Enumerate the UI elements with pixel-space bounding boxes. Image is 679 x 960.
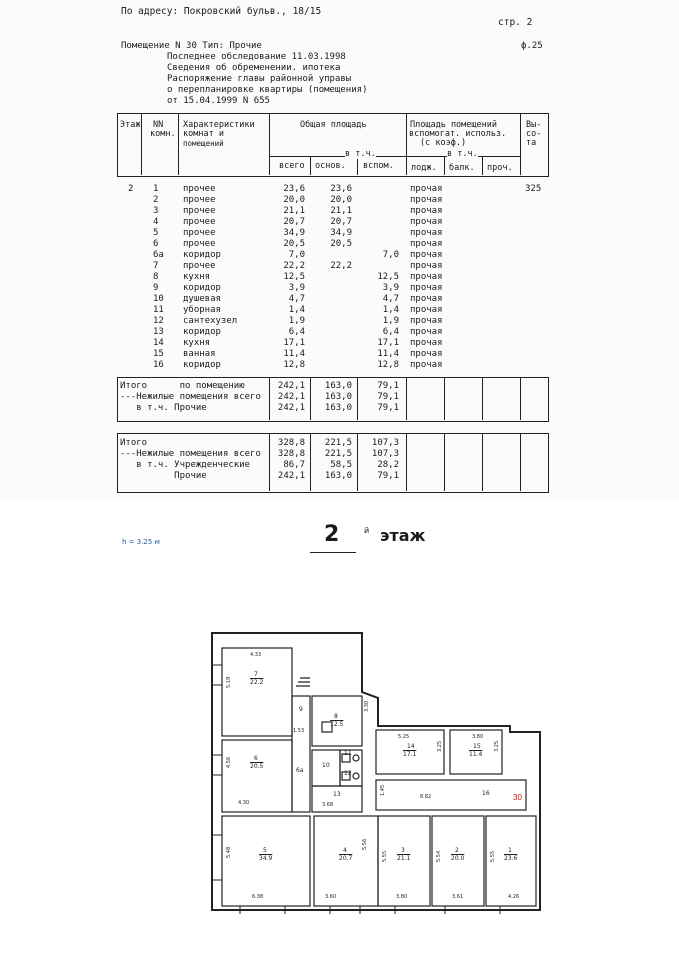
room-number-label: 5 (263, 847, 267, 854)
dimension-label: 1.45 (380, 784, 386, 796)
dimension-label: 4.30 (238, 800, 250, 806)
cell-nn: 11 (153, 305, 164, 315)
cell-name: ванная (183, 349, 216, 359)
cell-use: прочая (410, 184, 443, 194)
cell-use: прочая (410, 294, 443, 304)
cell-name: кухня (183, 272, 211, 282)
cell-name: прочее (183, 228, 216, 238)
small-room-label: 16 (482, 790, 490, 797)
cell-all: 20,5 (283, 239, 305, 249)
table-row (117, 305, 547, 316)
cell-all: 22,2 (283, 261, 305, 271)
table-row (117, 316, 547, 327)
col-incl: в т.ч. (345, 149, 376, 159)
room-area-label: 12.5 (330, 721, 344, 728)
cell-aux: 79,1 (377, 392, 399, 402)
cell-nn: 15 (153, 349, 164, 359)
cell-nn: 1 (153, 184, 159, 194)
cell-label: Итого (120, 438, 148, 448)
table-row (117, 206, 547, 217)
cell-aux: 28,2 (377, 460, 399, 470)
table-row (117, 360, 547, 371)
page-number: стр. 2 (498, 17, 533, 28)
address-line: По адресу: Покровский бульв., 18/15 (121, 6, 322, 17)
cell-use: прочая (410, 272, 443, 282)
cell-use: прочая (410, 195, 443, 205)
col-aux: вспом. (363, 161, 394, 171)
cell-all: 242,1 (277, 381, 305, 391)
cell-main: 221,5 (324, 449, 352, 459)
room-area-label: 22.2 (250, 679, 264, 686)
room-area-label: 11.4 (469, 751, 483, 758)
cell-label: ---Нежилые помещения всего (120, 392, 261, 402)
table-row (117, 327, 547, 338)
dimension-label: 3.60 (325, 894, 337, 900)
room-area-label: 34.9 (259, 855, 273, 862)
encumbrance-info: Сведения об обременении. ипотека (167, 63, 341, 73)
cell-nn: 16 (153, 360, 164, 370)
cell-aux: 12,8 (377, 360, 399, 370)
dimension-label: 5.55 (382, 850, 388, 862)
dimension-label: 3.25 (437, 740, 443, 752)
last-survey: Последнее обследование 11.03.1998 (167, 52, 346, 62)
cell-nn: 13 (153, 327, 164, 337)
dimension-label: 5.19 (226, 676, 232, 688)
table-row (117, 195, 547, 206)
table-row (117, 283, 547, 294)
cell-use: прочая (410, 217, 443, 227)
room-area-label: 23.6 (504, 855, 518, 862)
room-number-label: 3 (401, 847, 405, 854)
cell-all: 21,1 (283, 206, 305, 216)
room-area-label: 20.7 (339, 855, 353, 862)
cell-use: прочая (410, 250, 443, 260)
cell-use: прочая (410, 228, 443, 238)
cell-use: прочая (410, 239, 443, 249)
col-aux-area-3: (с коэф.) (420, 138, 467, 148)
cell-all: 17,1 (283, 338, 305, 348)
cell-all: 12,8 (283, 360, 305, 370)
room-number-label: 7 (254, 671, 258, 678)
room-number-label: 2 (455, 847, 459, 854)
room-area-label: 20.0 (451, 855, 465, 862)
col-char: Характеристики (183, 120, 255, 130)
cell-all: 20,0 (283, 195, 305, 205)
cell-name: прочее (183, 184, 216, 194)
dimension-label: 5.48 (226, 846, 232, 858)
cell-nn: 14 (153, 338, 164, 348)
cell-name: коридор (183, 283, 221, 293)
order-line-3: от 15.04.1999 N 655 (167, 96, 270, 106)
dimension-label: 8.82 (420, 794, 432, 800)
table-row (117, 184, 547, 195)
table-row (117, 338, 547, 349)
table-row (117, 349, 547, 360)
cell-all: 1,4 (288, 305, 305, 315)
cell-use: прочая (410, 327, 443, 337)
col-loggia: лодж. (411, 163, 437, 173)
cell-main: 20,0 (330, 195, 352, 205)
totals-row (117, 381, 547, 392)
cell-aux: 107,3 (371, 449, 399, 459)
dimension-label: 3.30 (364, 700, 370, 712)
cell-name: прочее (183, 239, 216, 249)
cell-all: 6,4 (288, 327, 305, 337)
cell-aux: 11,4 (377, 349, 399, 359)
cell-nn: 9 (153, 283, 159, 293)
order-line-2: о перепланировке квартиры (помещения) (167, 85, 368, 95)
small-room-label: 13 (333, 791, 341, 798)
table-row (117, 239, 547, 250)
cell-aux: 107,3 (371, 438, 399, 448)
cell-all: 242,1 (277, 471, 305, 481)
cell-all: 11,4 (283, 349, 305, 359)
room-number-label: 14 (407, 743, 415, 750)
cell-all: 12,5 (283, 272, 305, 282)
cell-aux: 12,5 (377, 272, 399, 282)
room-number-label: 8 (334, 713, 338, 720)
premise-number-mark: 30 (513, 793, 522, 802)
col-nn-2: комн. (150, 129, 176, 139)
table-row (117, 217, 547, 228)
cell-all: 23,6 (283, 184, 305, 194)
col-all: всего (279, 161, 305, 171)
cell-nn: 6а (153, 250, 164, 260)
cell-nn: 2 (153, 195, 159, 205)
table-row (117, 250, 547, 261)
cell-main: 20,5 (330, 239, 352, 249)
cell-use: прочая (410, 261, 443, 271)
totals-row (117, 471, 547, 482)
col-total-area: Общая площадь (300, 120, 367, 130)
cell-aux: 79,1 (377, 403, 399, 413)
cell-aux: 7,0 (382, 250, 399, 260)
cell-aux: 3,9 (382, 283, 399, 293)
table-row (117, 261, 547, 272)
cell-main: 163,0 (324, 392, 352, 402)
cell-all: 3,9 (288, 283, 305, 293)
col-nn: NN (153, 120, 164, 130)
cell-aux: 6,4 (382, 327, 399, 337)
cell-main: 20,7 (330, 217, 352, 227)
totals-row (117, 449, 547, 460)
cell-all: 86,7 (283, 460, 305, 470)
cell-name: сантехузел (183, 316, 238, 326)
cell-nn: 7 (153, 261, 159, 271)
cell-use: прочая (410, 360, 443, 370)
cell-main: 22,2 (330, 261, 352, 271)
col-height-3: та (526, 138, 537, 148)
totals-row (117, 403, 547, 414)
dimension-label: 5.54 (436, 850, 442, 862)
totals-row (117, 392, 547, 403)
room-number-label: 6 (254, 755, 258, 762)
cell-nn: 8 (153, 272, 159, 282)
cell-nn: 12 (153, 316, 164, 326)
cell-name: уборная (183, 305, 221, 315)
col-height: Вы- (526, 120, 542, 130)
cell-all: 242,1 (277, 403, 305, 413)
cell-use: прочая (410, 338, 443, 348)
col-other: проч. (487, 163, 513, 173)
cell-name: коридор (183, 327, 221, 337)
cell-all: 7,0 (288, 250, 305, 260)
dimension-label: 3.25 (494, 740, 500, 752)
dimension-label: 4.56 (226, 756, 232, 768)
cell-label: Прочие (120, 471, 207, 481)
col-balcony: балк. (449, 163, 475, 173)
floor-number: 2 (324, 522, 340, 547)
cell-all: 328,8 (277, 438, 305, 448)
form-number: ф.25 (521, 41, 543, 51)
small-room-label: 10 (322, 762, 330, 769)
cell-main: 163,0 (324, 403, 352, 413)
dimension-label: 3.68 (322, 802, 334, 808)
room-area-label: 20.5 (250, 763, 264, 770)
floor-value: 2 (128, 184, 134, 194)
cell-all: 328,8 (277, 449, 305, 459)
cell-main: 34,9 (330, 228, 352, 238)
dimension-label: 5.56 (362, 838, 368, 850)
cell-main: 23,6 (330, 184, 352, 194)
dimension-label: 6.38 (252, 894, 264, 900)
premise-title: Помещение N 30 Тип: Прочие (121, 41, 262, 51)
cell-main: 163,0 (324, 471, 352, 481)
dimension-label: 5.25 (398, 734, 410, 740)
floor-suffix: й (364, 526, 370, 535)
dimension-label: 4.33 (250, 652, 262, 658)
cell-all: 34,9 (283, 228, 305, 238)
cell-label: в т.ч. Учрежденческие (120, 460, 251, 470)
col-main: основ. (315, 161, 346, 171)
col-height-2: со- (526, 129, 542, 139)
cell-aux: 4,7 (382, 294, 399, 304)
col-char-3: помещений (183, 139, 224, 148)
cell-name: душевая (183, 294, 221, 304)
totals-row (117, 460, 547, 471)
cell-name: прочее (183, 195, 216, 205)
small-room-label: 6а (296, 767, 304, 774)
floor-plan (0, 500, 679, 960)
col-floor: Этаж (120, 120, 141, 130)
cell-all: 1,9 (288, 316, 305, 326)
col-aux-area: Площадь помещений (410, 120, 497, 130)
height-note: h = 3.25 м (122, 538, 160, 546)
dimension-label: 5.55 (490, 850, 496, 862)
cell-use: прочая (410, 206, 443, 216)
dimension-label: 3.80 (396, 894, 408, 900)
cell-name: кухня (183, 338, 211, 348)
dimension-label: 3.61 (452, 894, 464, 900)
cell-main: 163,0 (324, 381, 352, 391)
col-aux-area-2: вспомогат. использ. (409, 129, 507, 139)
col-aux-incl: в т.ч. (447, 149, 478, 159)
cell-label: ---Нежилые помещения всего (120, 449, 261, 459)
cell-label: в т.ч. Прочие (120, 403, 207, 413)
cell-use: прочая (410, 283, 443, 293)
cell-nn: 4 (153, 217, 159, 227)
cell-nn: 3 (153, 206, 159, 216)
cell-label: Итого по помещению (120, 381, 245, 391)
height-value: 325 (525, 184, 542, 194)
cell-name: прочее (183, 261, 216, 271)
cell-use: прочая (410, 349, 443, 359)
small-room-label: 9 (299, 706, 303, 713)
cell-use: прочая (410, 316, 443, 326)
table-row (117, 272, 547, 283)
room-number-label: 1 (508, 847, 512, 854)
col-char-2: комнат и (183, 129, 224, 139)
cell-use: прочая (410, 305, 443, 315)
room-area-label: 21.1 (397, 855, 411, 862)
cell-nn: 5 (153, 228, 159, 238)
cell-aux: 17,1 (377, 338, 399, 348)
cell-main: 58,5 (330, 460, 352, 470)
cell-name: прочее (183, 217, 216, 227)
table-row (117, 294, 547, 305)
rooms-table (117, 113, 547, 493)
cell-name: прочее (183, 206, 216, 216)
room-number-label: 15 (473, 743, 481, 750)
cell-nn: 10 (153, 294, 164, 304)
table-row (117, 228, 547, 239)
cell-main: 221,5 (324, 438, 352, 448)
plan-drawing (0, 500, 679, 960)
room-area-label: 17.1 (403, 751, 417, 758)
dimension-label: 3.80 (472, 734, 484, 740)
dimension-label: 1.53 (293, 728, 305, 734)
cell-all: 20,7 (283, 217, 305, 227)
cell-name: коридор (183, 360, 221, 370)
cell-name: коридор (183, 250, 221, 260)
cell-all: 242,1 (277, 392, 305, 402)
cell-main: 21,1 (330, 206, 352, 216)
cell-aux: 79,1 (377, 381, 399, 391)
dimension-label: 4.26 (508, 894, 520, 900)
cell-aux: 1,4 (382, 305, 399, 315)
room-number-label: 4 (343, 847, 347, 854)
totals-row (117, 438, 547, 449)
small-room-label: 12 (344, 770, 352, 777)
floor-word: этаж (380, 526, 426, 545)
cell-aux: 79,1 (377, 471, 399, 481)
cell-all: 4,7 (288, 294, 305, 304)
small-room-label: 11 (344, 750, 352, 757)
cell-aux: 1,9 (382, 316, 399, 326)
order-line-1: Распоряжение главы районной управы (167, 74, 352, 84)
cell-nn: 6 (153, 239, 159, 249)
